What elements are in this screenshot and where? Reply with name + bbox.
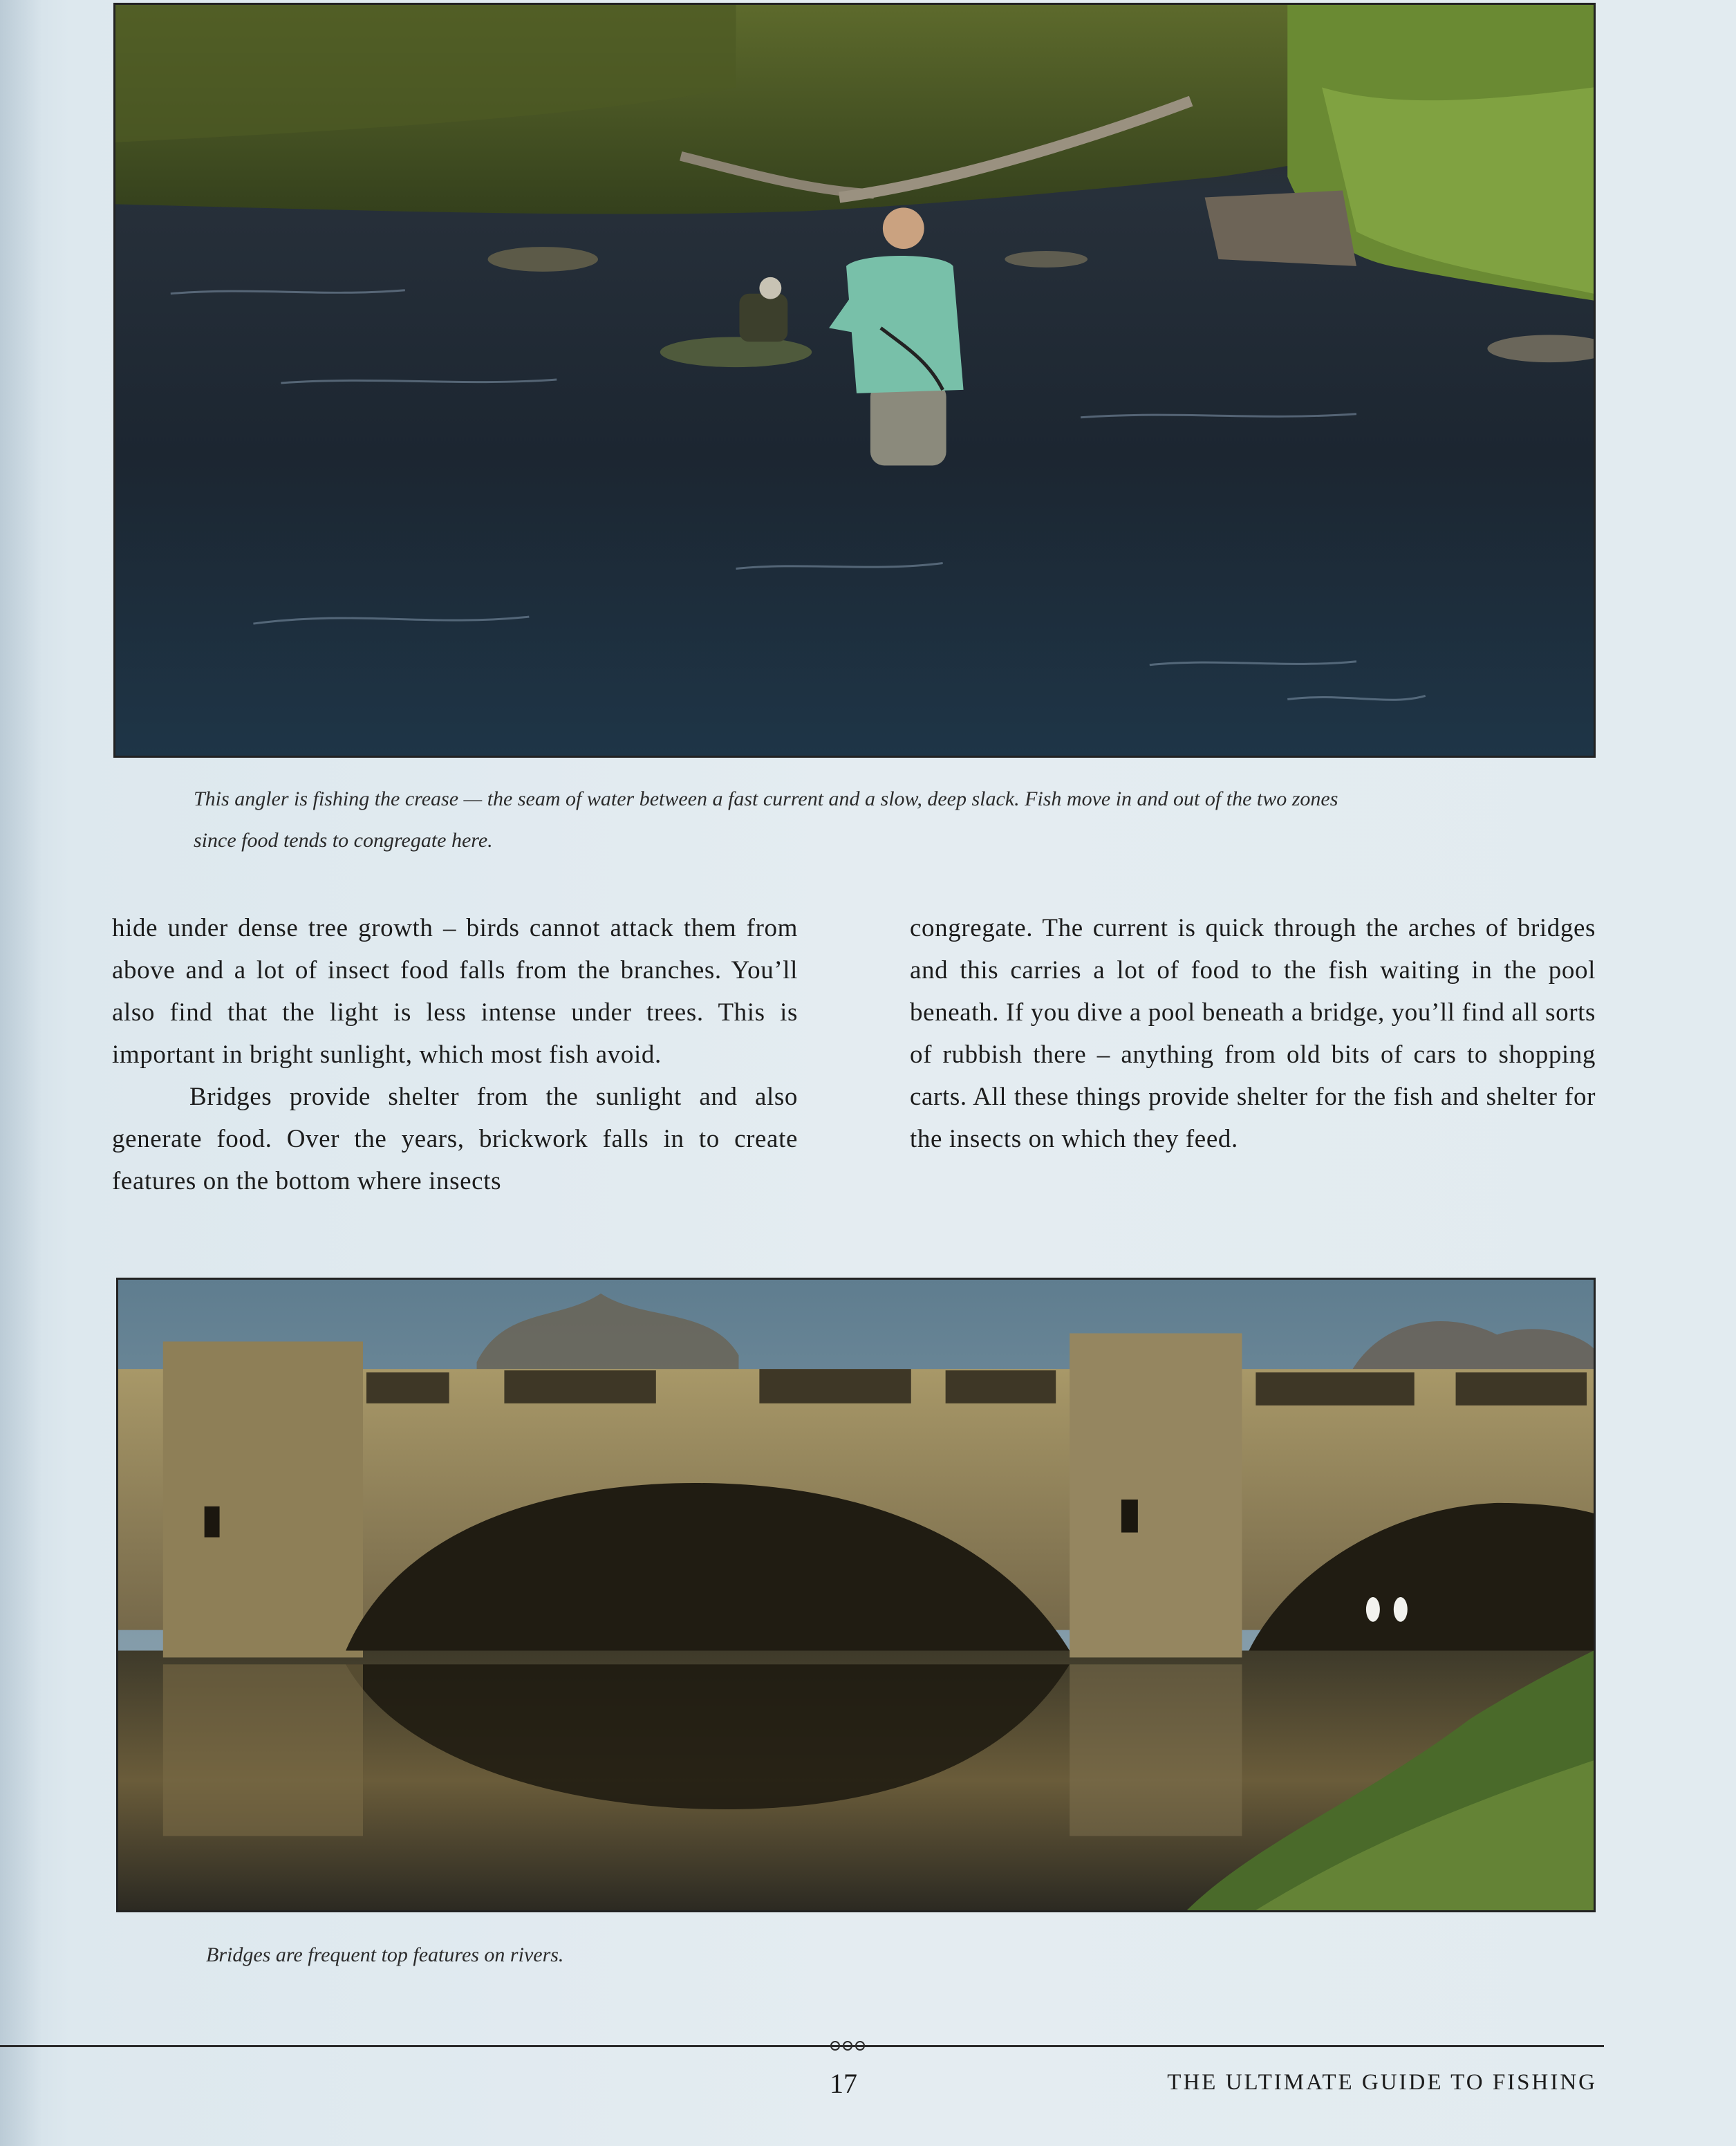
left-paragraph-1: hide under dense tree growth – birds cannot attack them from above and a lot of insect food falls from the branches. You’ll also find that the light is less intense under trees. This is important in bright sunlight, which most fish avoid.	[112, 914, 798, 1069]
left-text-column	[112, 907, 798, 1202]
running-title: THE ULTIMATE GUIDE TO FISHING	[1167, 2070, 1597, 2095]
angler-river-illustration	[115, 5, 1594, 756]
right-paragraph-1: congregate. The current is quick through the arches of bridges and this carries a lot of food to the fish waiting in the pool beneath. If you dive a pool beneath a bridge, you’ll find all sorts of rubbish there – anything from old bits of cars to shopping carts. All these things provide shelter for the fish and shelter for the insects on which they feed.	[910, 914, 1596, 1153]
bridge-illustration	[118, 1280, 1594, 1910]
right-text-column	[910, 907, 1596, 1160]
left-paragraph-2: Bridges provide shelter from the sunlight and also generate food. Over the years, brickwork falls in to create features on the bottom where insects	[112, 1083, 798, 1195]
angler-river-photo	[113, 3, 1596, 758]
page-gutter-shade	[0, 0, 41, 2146]
footer-rule	[0, 2045, 1604, 2047]
bridge-photo	[116, 1278, 1596, 1912]
bridge-photo-caption: Bridges are frequent top features on rivers.	[206, 1943, 564, 1966]
river-photo-caption	[194, 778, 1549, 861]
river-caption-line-2: since food tends to congregate here.	[194, 829, 493, 852]
river-caption-line-1: This angler is fishing the crease — the seam of water between a fast current and a slow, deep slack. Fish move in and out of the two zones	[194, 787, 1338, 810]
page-number: 17	[830, 2068, 857, 2099]
footer-ornament-icon	[828, 2038, 867, 2053]
